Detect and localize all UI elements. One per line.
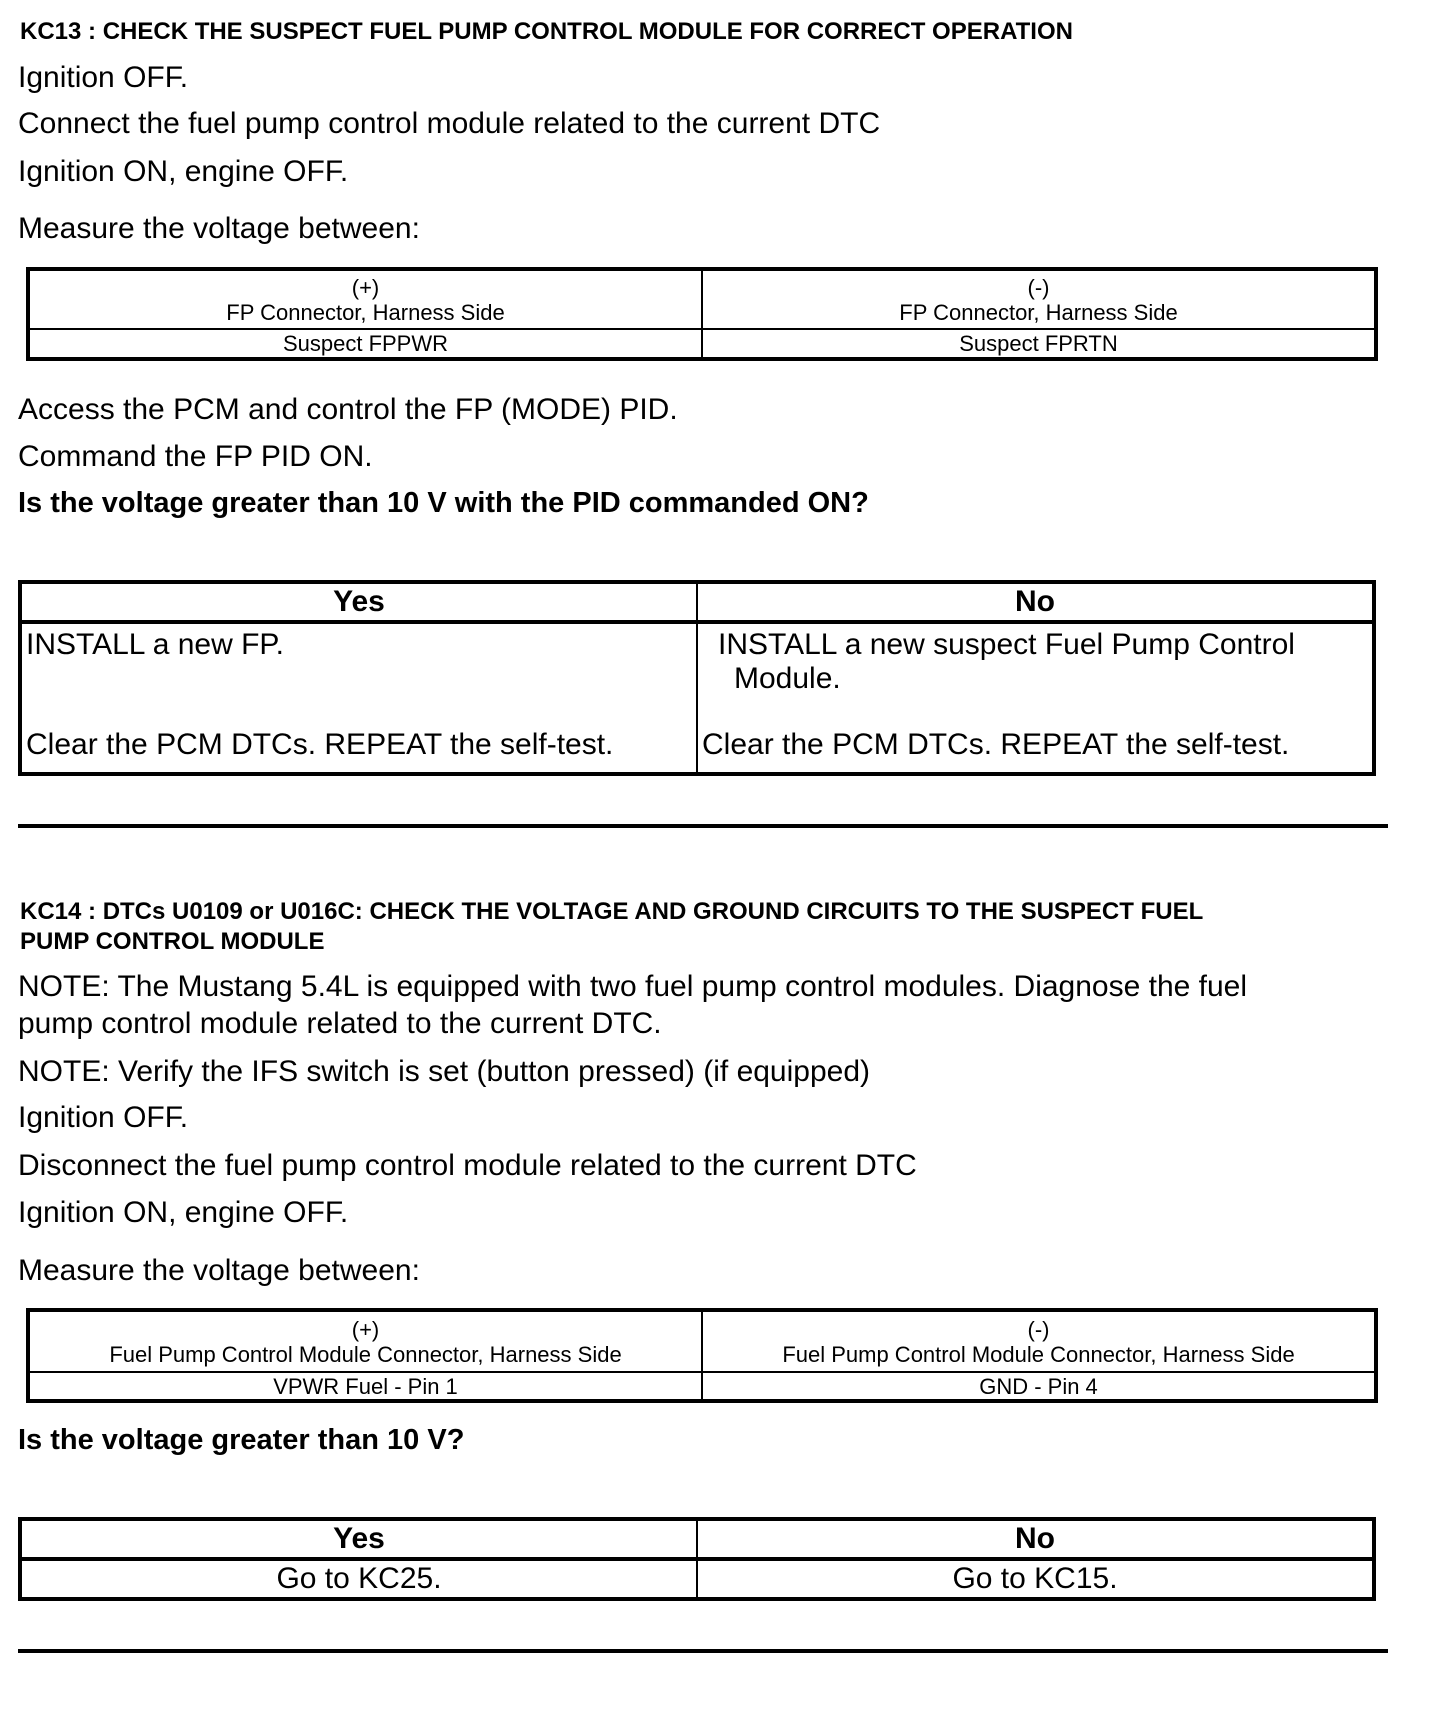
no-header: No <box>697 582 1374 622</box>
yes-header: Yes <box>20 582 697 622</box>
no-action: INSTALL a new suspect Fuel Pump Control <box>718 628 1295 661</box>
step: Ignition ON, engine OFF. <box>18 1196 349 1229</box>
step: Ignition OFF. <box>18 61 189 94</box>
positive-value: Suspect FPPWR <box>28 329 702 359</box>
negative-sign: (-) <box>1027 1316 1050 1342</box>
yes-action: Go to KC25. <box>20 1559 697 1599</box>
kc13-question: Is the voltage greater than 10 V with the PID commanded ON? <box>18 487 869 519</box>
yes-header: Yes <box>20 1519 697 1559</box>
kc14-title: KC14 : DTCs U0109 or U016C: CHECK THE VOLTAGE AND GROUND CIRCUITS TO THE SUSPECT FUEL <box>20 898 1204 925</box>
yes-action: INSTALL a new FP. <box>26 628 284 661</box>
kc13-measure-table <box>26 267 1378 361</box>
no-action: Go to KC15. <box>697 1559 1374 1599</box>
negative-value: Suspect FPRTN <box>702 329 1376 359</box>
negative-label: FP Connector, Harness Side <box>899 299 1178 325</box>
step: Ignition ON, engine OFF. <box>18 155 349 188</box>
positive-lead-cell <box>28 269 702 329</box>
kc13-result-table <box>18 580 1376 776</box>
no-cell <box>697 622 1374 774</box>
section-divider <box>18 1649 1388 1653</box>
positive-label: FP Connector, Harness Side <box>226 299 505 325</box>
positive-value: VPWR Fuel - Pin 1 <box>28 1372 702 1401</box>
negative-value: GND - Pin 4 <box>702 1372 1376 1401</box>
kc13-title: KC13 : CHECK THE SUSPECT FUEL PUMP CONTROL MODULE FOR CORRECT OPERATION <box>20 18 1073 45</box>
kc14-question: Is the voltage greater than 10 V? <box>18 1424 465 1456</box>
note-cont: pump control module related to the current DTC. <box>18 1007 662 1040</box>
note: NOTE: Verify the IFS switch is set (button pressed) (if equipped) <box>18 1055 871 1088</box>
positive-label: Fuel Pump Control Module Connector, Harness Side <box>109 1341 622 1367</box>
step: Measure the voltage between: <box>18 212 420 245</box>
section-divider <box>18 824 1388 828</box>
step: Connect the fuel pump control module related to the current DTC <box>18 107 881 140</box>
yes-followup: Clear the PCM DTCs. REPEAT the self-test. <box>26 728 614 761</box>
step: Command the FP PID ON. <box>18 440 373 473</box>
note: NOTE: The Mustang 5.4L is equipped with two fuel pump control modules. Diagnose the fuel <box>18 970 1248 1003</box>
negative-lead-cell <box>702 1310 1376 1372</box>
positive-lead-cell <box>28 1310 702 1372</box>
positive-sign: (+) <box>351 1316 380 1342</box>
negative-sign: (-) <box>1027 274 1050 300</box>
no-followup: Clear the PCM DTCs. REPEAT the self-test. <box>702 728 1290 761</box>
kc14-title-cont: PUMP CONTROL MODULE <box>20 928 325 955</box>
kc14-measure-table <box>26 1308 1378 1403</box>
no-action-cont: Module. <box>734 662 841 695</box>
no-header: No <box>697 1519 1374 1559</box>
positive-sign: (+) <box>351 274 380 300</box>
step: Access the PCM and control the FP (MODE) PID. <box>18 393 678 426</box>
step: Measure the voltage between: <box>18 1254 420 1287</box>
step: Disconnect the fuel pump control module related to the current DTC <box>18 1149 917 1182</box>
yes-cell <box>20 622 697 774</box>
step: Ignition OFF. <box>18 1101 189 1134</box>
kc14-result-table <box>18 1517 1376 1601</box>
negative-label: Fuel Pump Control Module Connector, Harness Side <box>782 1341 1295 1367</box>
negative-lead-cell <box>702 269 1376 329</box>
